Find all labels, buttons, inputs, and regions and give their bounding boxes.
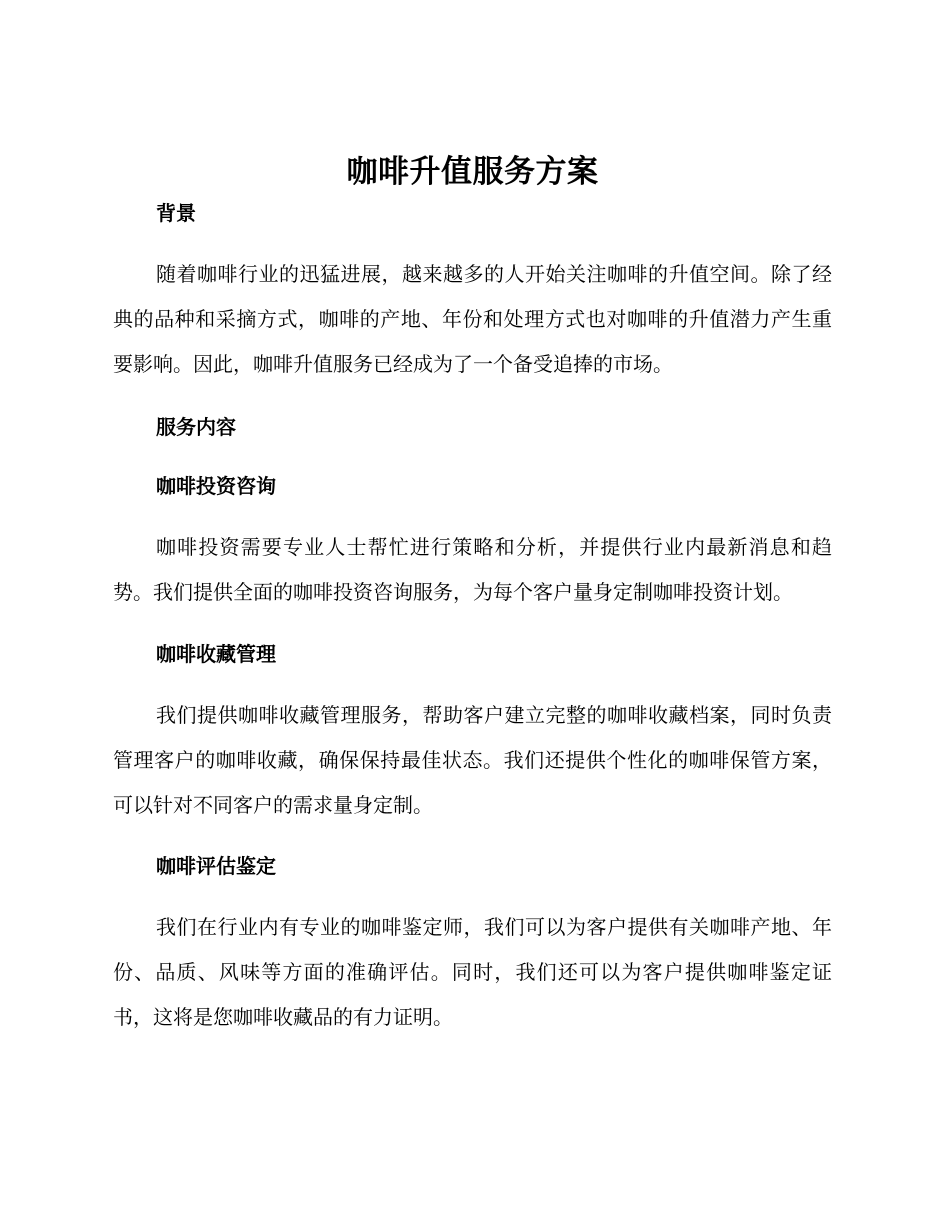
document-title: 咖啡升值服务方案 bbox=[346, 154, 599, 190]
services-heading: 服务内容 bbox=[156, 415, 236, 439]
investment-consulting-heading: 咖啡投资咨询 bbox=[156, 474, 276, 498]
background-heading: 背景 bbox=[156, 201, 196, 225]
appraisal-paragraph: 我们在行业内有专业的咖啡鉴定师，我们可以为客户提供有关咖啡产地、年份、品质、风味等方面的准确评估。同时，我们还可以为客户提供咖啡鉴定证书，这将是您咖啡收藏品的有力证明。 bbox=[113, 915, 832, 1029]
appraisal-heading: 咖啡评估鉴定 bbox=[156, 854, 276, 878]
investment-consulting-paragraph: 咖啡投资需要专业人士帮忙进行策略和分析，并提供行业内最新消息和趋势。我们提供全面的咖啡投资咨询服务，为每个客户量身定制咖啡投资计划。 bbox=[113, 535, 832, 604]
collection-management-heading: 咖啡收藏管理 bbox=[156, 642, 276, 666]
collection-management-paragraph: 我们提供咖啡收藏管理服务，帮助客户建立完整的咖啡收藏档案，同时负责管理客户的咖啡收藏，确保保持最佳状态。我们还提供个性化的咖啡保管方案，可以针对不同客户的需求量身定制。 bbox=[113, 703, 832, 817]
background-paragraph: 随着咖啡行业的迅猛进展，越来越多的人开始关注咖啡的升值空间。除了经典的品种和采摘方式，咖啡的产地、年份和处理方式也对咖啡的升值潜力产生重要影响。因此，咖啡升值服务已经成为了一个备受追捧的市场。 bbox=[113, 262, 832, 376]
